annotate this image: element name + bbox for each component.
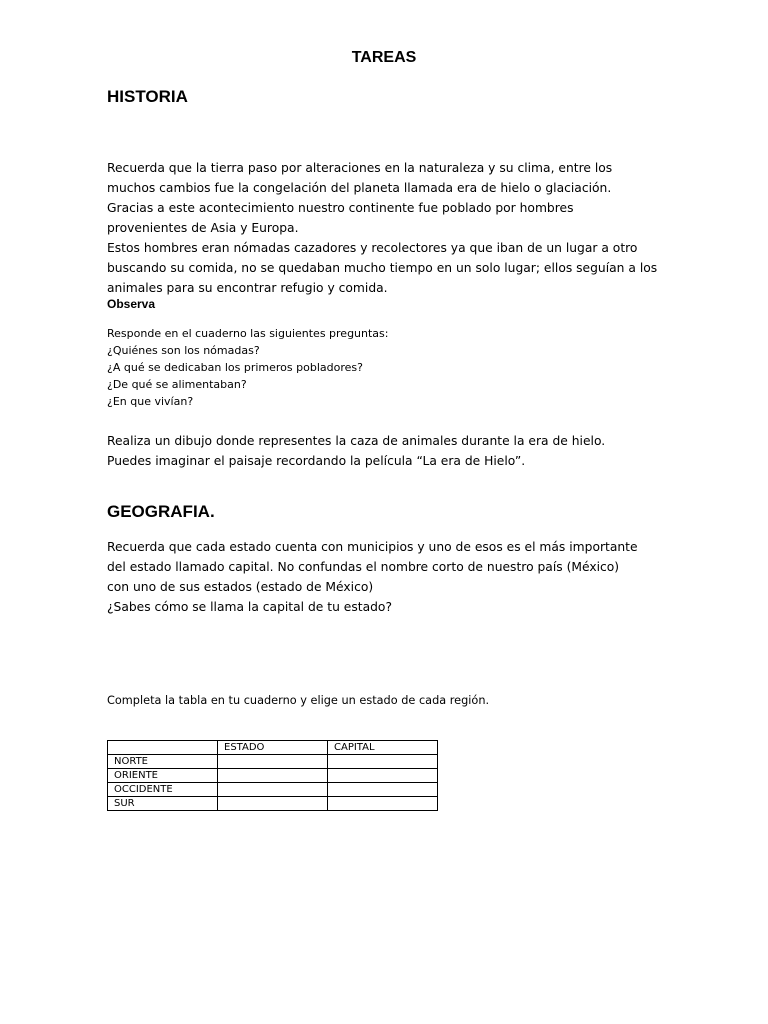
table-header-cell [108,741,218,755]
historia-paragraph-line: muchos cambios fue la congelación del planeta llamada era de hielo o glaciación. [107,181,612,195]
table-header-cell: CAPITAL [328,741,438,755]
questions-intro: Responde en el cuaderno las siguientes preguntas: [107,327,389,340]
table-cell [218,783,328,797]
historia-paragraph-line: animales para su encontrar refugio y comida. [107,281,388,295]
table-row [108,797,438,811]
table-cell-region: ORIENTE [108,769,218,783]
table-cell [328,769,438,783]
questions-block [107,325,389,410]
table-cell-region: NORTE [108,755,218,769]
geografia-paragraph-line: ¿Sabes cómo se llama la capital de tu estado? [107,600,392,614]
table-cell [218,755,328,769]
table-header-row [108,741,438,755]
table-row [108,755,438,769]
question-item: ¿De qué se alimentaban? [107,378,247,391]
regions-table [107,740,438,811]
table-cell [218,769,328,783]
historia-paragraph-line: Gracias a este acontecimiento nuestro continente fue poblado por hombres [107,201,574,215]
geografia-paragraph [107,537,667,617]
table-cell [328,783,438,797]
page-title: TAREAS [351,49,417,66]
question-item: ¿Quiénes son los nómadas? [107,344,260,357]
table-cell [328,797,438,811]
drawing-instruction-line: Puedes imaginar el paisaje recordando la película “La era de Hielo”. [107,454,526,468]
question-item: ¿En que vivían? [107,395,194,408]
table-row [108,783,438,797]
historia-paragraph-line: buscando su comida, no se quedaban mucho tiempo en un solo lugar; ellos seguían a los [107,261,658,275]
table-cell-region: SUR [108,797,218,811]
historia-paragraph-line: provenientes de Asia y Europa. [107,221,299,235]
geografia-paragraph-line: del estado llamado capital. No confundas el nombre corto de nuestro país (México) [107,560,620,574]
historia-heading: HISTORIA [107,87,188,106]
geografia-paragraph-line: con uno de sus estados (estado de México) [107,580,374,594]
historia-paragraph [107,158,667,298]
question-item: ¿A qué se dedicaban los primeros pobladores? [107,361,363,374]
observa-label: Observa [107,297,156,311]
geografia-paragraph-line: Recuerda que cada estado cuenta con municipios y uno de esos es el más importante [107,540,638,554]
table-cell [328,755,438,769]
historia-paragraph-line: Recuerda que la tierra paso por alteraciones en la naturaleza y su clima, entre los [107,161,613,175]
table-header-cell: ESTADO [218,741,328,755]
table-cell-region: OCCIDENTE [108,783,218,797]
table-row [108,769,438,783]
historia-paragraph-line: Estos hombres eran nómadas cazadores y recolectores ya que iban de un lugar a otro [107,241,638,255]
drawing-instruction [107,431,667,471]
table-cell [218,797,328,811]
geografia-heading: GEOGRAFIA. [107,502,215,521]
table-instruction: Completa la tabla en tu cuaderno y elige un estado de cada región. [107,694,490,707]
drawing-instruction-line: Realiza un dibujo donde representes la caza de animales durante la era de hielo. [107,434,606,448]
